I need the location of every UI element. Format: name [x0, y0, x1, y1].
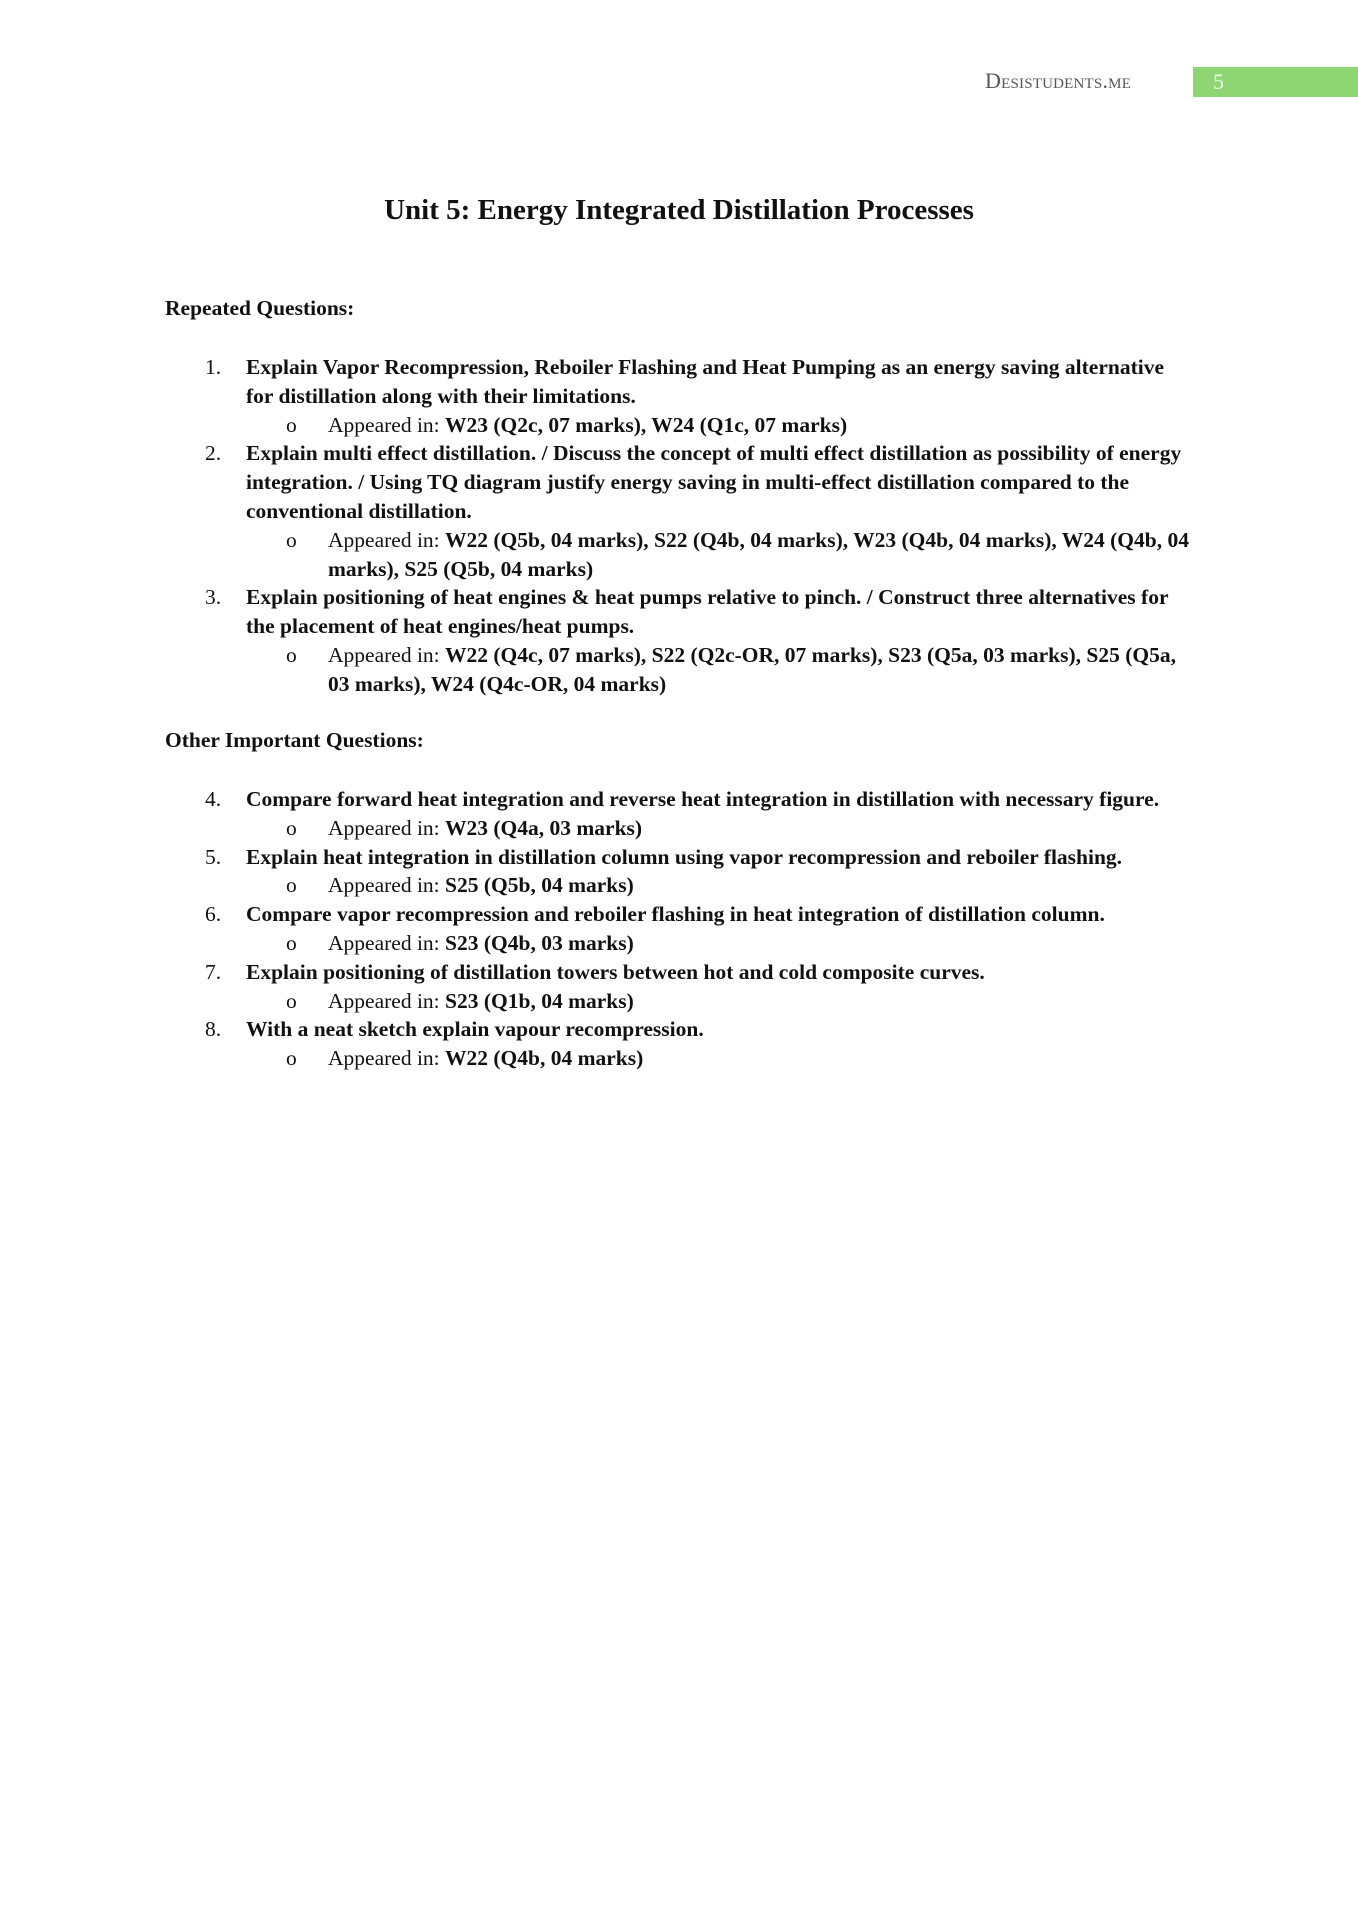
bullet-icon: o [286, 527, 297, 552]
bullet-icon: o [286, 930, 297, 955]
appeared-refs: S23 (Q4b, 03 marks) [445, 930, 634, 955]
question-text: Explain positioning of distillation towers between hot and cold composite curves. [246, 959, 985, 984]
question-text: Explain Vapor Recompression, Reboiler Flashing and Heat Pumping as an energy saving alternative for distillation along with their limitations. [246, 355, 1165, 408]
appeared-in [246, 1044, 1190, 1073]
page-title: Unit 5: Energy Integrated Distillation Processes [384, 194, 974, 226]
bullet-icon: o [286, 1046, 297, 1071]
appeared-label: Appeared in: [328, 527, 446, 552]
appeared-in [246, 411, 1190, 440]
bullet-icon: o [286, 873, 297, 898]
site-name: Desistudents.me [985, 68, 1132, 93]
bullet-icon: o [286, 815, 297, 840]
question-item [205, 1015, 1190, 1073]
appeared-refs: W23 (Q4a, 03 marks) [445, 815, 643, 840]
question-number: 7. [205, 959, 222, 984]
appeared-in [246, 814, 1190, 843]
other-questions-list [205, 785, 1190, 1073]
page-number: 5 [1193, 67, 1358, 97]
question-item [205, 843, 1190, 901]
appeared-refs: W22 (Q4c, 07 marks), S22 (Q2c-OR, 07 marks), S23 (Q5a, 03 marks), S25 (Q5a, 03 marks), W24 (Q4c-OR, 04 marks) [328, 642, 1176, 696]
appeared-in [246, 929, 1190, 958]
appeared-refs: W22 (Q4b, 04 marks) [445, 1046, 644, 1071]
question-number: 3. [205, 585, 222, 610]
question-number: 8. [205, 1017, 222, 1042]
question-text: Compare vapor recompression and reboiler flashing in heat integration of distillation column. [246, 902, 1105, 927]
appeared-refs: S23 (Q1b, 04 marks) [445, 988, 634, 1013]
question-number: 2. [205, 441, 222, 466]
appeared-label: Appeared in: [328, 930, 446, 955]
question-text: Explain multi effect distillation. / Discuss the concept of multi effect distillation as possibility of energy integration. / Using TQ diagram justify energy saving in multi-effect distillation compared to the conventional distillation. [246, 441, 1182, 523]
question-text: Compare forward heat integration and reverse heat integration in distillation with necessary figure. [246, 787, 1160, 811]
question-number: 4. [205, 787, 222, 811]
question-item [205, 958, 1190, 1016]
appeared-label: Appeared in: [328, 412, 446, 437]
repeated-questions-list [205, 353, 1190, 699]
bullet-icon: o [286, 642, 297, 667]
bullet-icon: o [286, 988, 297, 1013]
question-number: 5. [205, 844, 222, 869]
question-item [205, 439, 1190, 583]
section-heading-repeated: Repeated Questions: [165, 296, 355, 320]
appeared-refs: S25 (Q5b, 04 marks) [445, 873, 634, 898]
appeared-refs: W23 (Q2c, 07 marks), W24 (Q1c, 07 marks) [445, 412, 848, 437]
question-text: With a neat sketch explain vapour recompression. [246, 1017, 704, 1042]
appeared-label: Appeared in: [328, 642, 446, 667]
question-item [205, 785, 1190, 843]
appeared-in [246, 526, 1190, 584]
appeared-label: Appeared in: [328, 1046, 446, 1071]
question-number: 6. [205, 902, 222, 927]
section-heading-other: Other Important Questions: [165, 728, 424, 752]
bullet-icon: o [286, 412, 297, 437]
appeared-refs: W22 (Q5b, 04 marks), S22 (Q4b, 04 marks), W23 (Q4b, 04 marks), W24 (Q4b, 04 marks), S25 (Q5b, 04 marks) [328, 527, 1189, 581]
appeared-label: Appeared in: [328, 988, 446, 1013]
appeared-in [246, 987, 1190, 1016]
question-number: 1. [205, 355, 222, 379]
appeared-label: Appeared in: [328, 873, 446, 898]
question-item [205, 900, 1190, 958]
appeared-in [246, 871, 1190, 900]
question-item [205, 353, 1190, 439]
appeared-label: Appeared in: [328, 815, 446, 840]
question-text: Explain heat integration in distillation column using vapor recompression and reboiler flashing. [246, 844, 1123, 869]
question-item [205, 583, 1190, 698]
question-text: Explain positioning of heat engines & heat pumps relative to pinch. / Construct three alternatives for the placement of heat engines/heat pumps. [246, 585, 1169, 639]
appeared-in [246, 641, 1190, 699]
